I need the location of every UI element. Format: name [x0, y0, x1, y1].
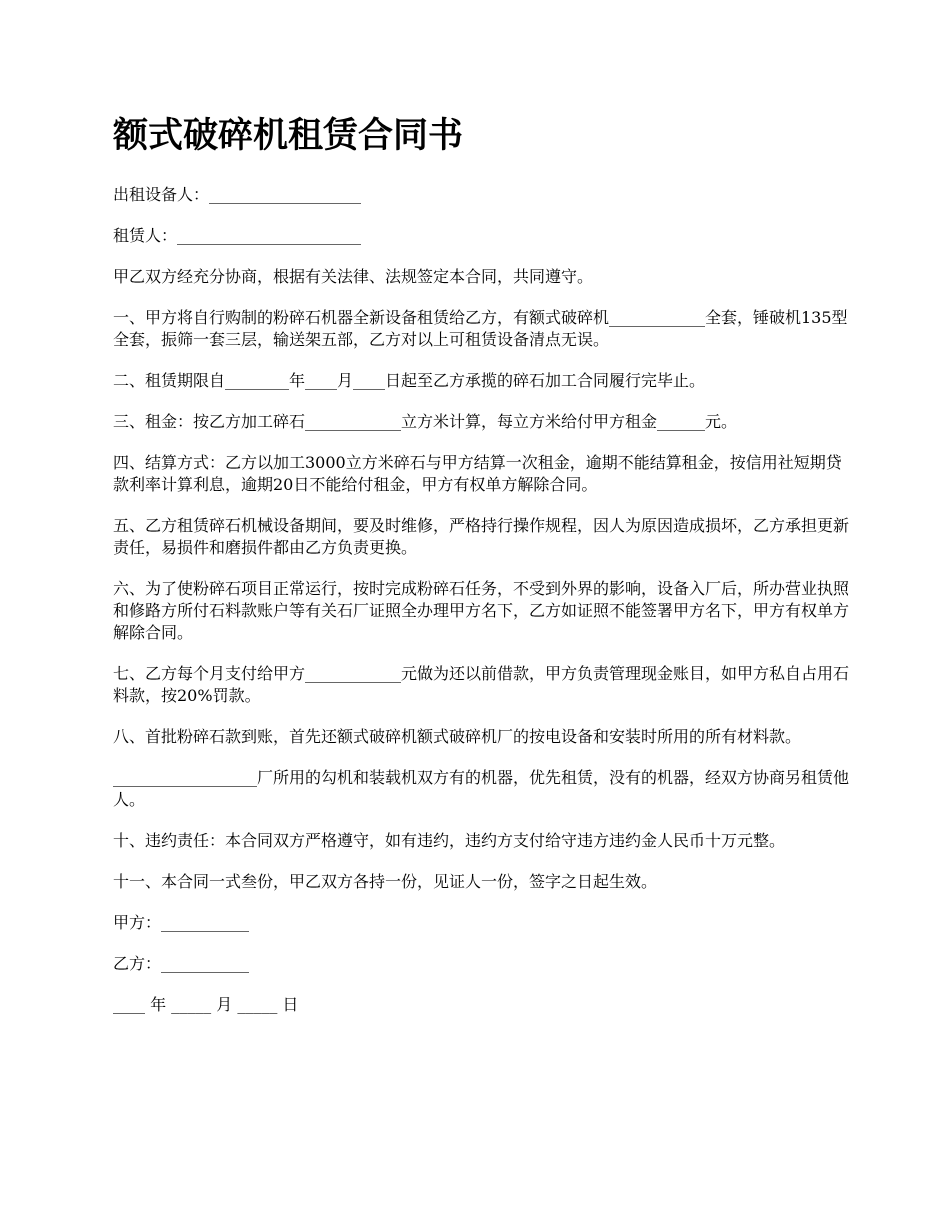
preamble: 甲乙双方经充分协商，根据有关法律、法规签定本合同，共同遵守。 — [113, 267, 594, 286]
clause-5: 五、乙方租赁碎石机械设备期间，要及时维修，严格持行操作规程，因人为原因造成损坏，乙方承担更新责任，易损件和磨损件都由乙方负责更换。 — [113, 516, 850, 557]
clause-7: 七、乙方每个月支付给甲方____________元做为还以前借款，甲方负责管理现金账目，如甲方私自占用石料款，按20%罚款。 — [113, 664, 850, 705]
party-b-signature: 乙方：___________ — [113, 954, 250, 973]
clause-1: 一、甲方将自行购制的粉碎石机器全新设备租赁给乙方，有额式破碎机____________全套，锤破机135型全套，振筛一套三层，输送架五部，乙方对以上可租赁设备清点无误。 — [113, 308, 848, 349]
clause-2: 二、租赁期限自________年____月____日起至乙方承揽的碎石加工合同履行完毕止。 — [113, 371, 706, 390]
lessee-field: 租赁人：_______________________ — [113, 226, 362, 245]
clause-4: 四、结算方式：乙方以加工3000立方米碎石与甲方结算一次租金，逾期不能结算租金，按信用社短期贷款利率计算利息，逾期20日不能给付租金，甲方有权单方解除合同。 — [113, 453, 842, 494]
clause-3: 三、租金：按乙方加工碎石____________立方米计算，每立方米给付甲方租金______元。 — [113, 412, 738, 431]
party-a-signature: 甲方：___________ — [113, 913, 250, 932]
clause-10: 十、违约责任：本合同双方严格遵守，如有违约，违约方支付给守违方违约金人民币十万元整。 — [113, 831, 786, 850]
clause-11: 十一、本合同一式叁份，甲乙双方各持一份，见证人一份，签字之日起生效。 — [113, 872, 658, 891]
lessor-field: 出租设备人：___________________ — [113, 185, 362, 204]
signing-date: ____ 年 _____ 月 _____ 日 — [113, 995, 299, 1014]
clause-9: __________________厂所用的勾机和装载机双方有的机器，优先租赁，没有的机器，经双方协商另租赁他人。 — [113, 768, 850, 809]
document-title: 额式破碎机租赁合同书 — [113, 116, 464, 156]
clause-6: 六、为了使粉碎石项目正常运行，按时完成粉碎石任务，不受到外界的影响，设备入厂后，所办营业执照和修路方所付石料款账户等有关石厂证照全办理甲方名下，乙方如证照不能签署甲方名下，甲方有权单方解除合同。 — [113, 579, 850, 642]
clause-8: 八、首批粉碎石款到账，首先还额式破碎机额式破碎机厂的按电设备和安装时所用的所有材料款。 — [113, 727, 802, 746]
document-body — [113, 112, 851, 1035]
